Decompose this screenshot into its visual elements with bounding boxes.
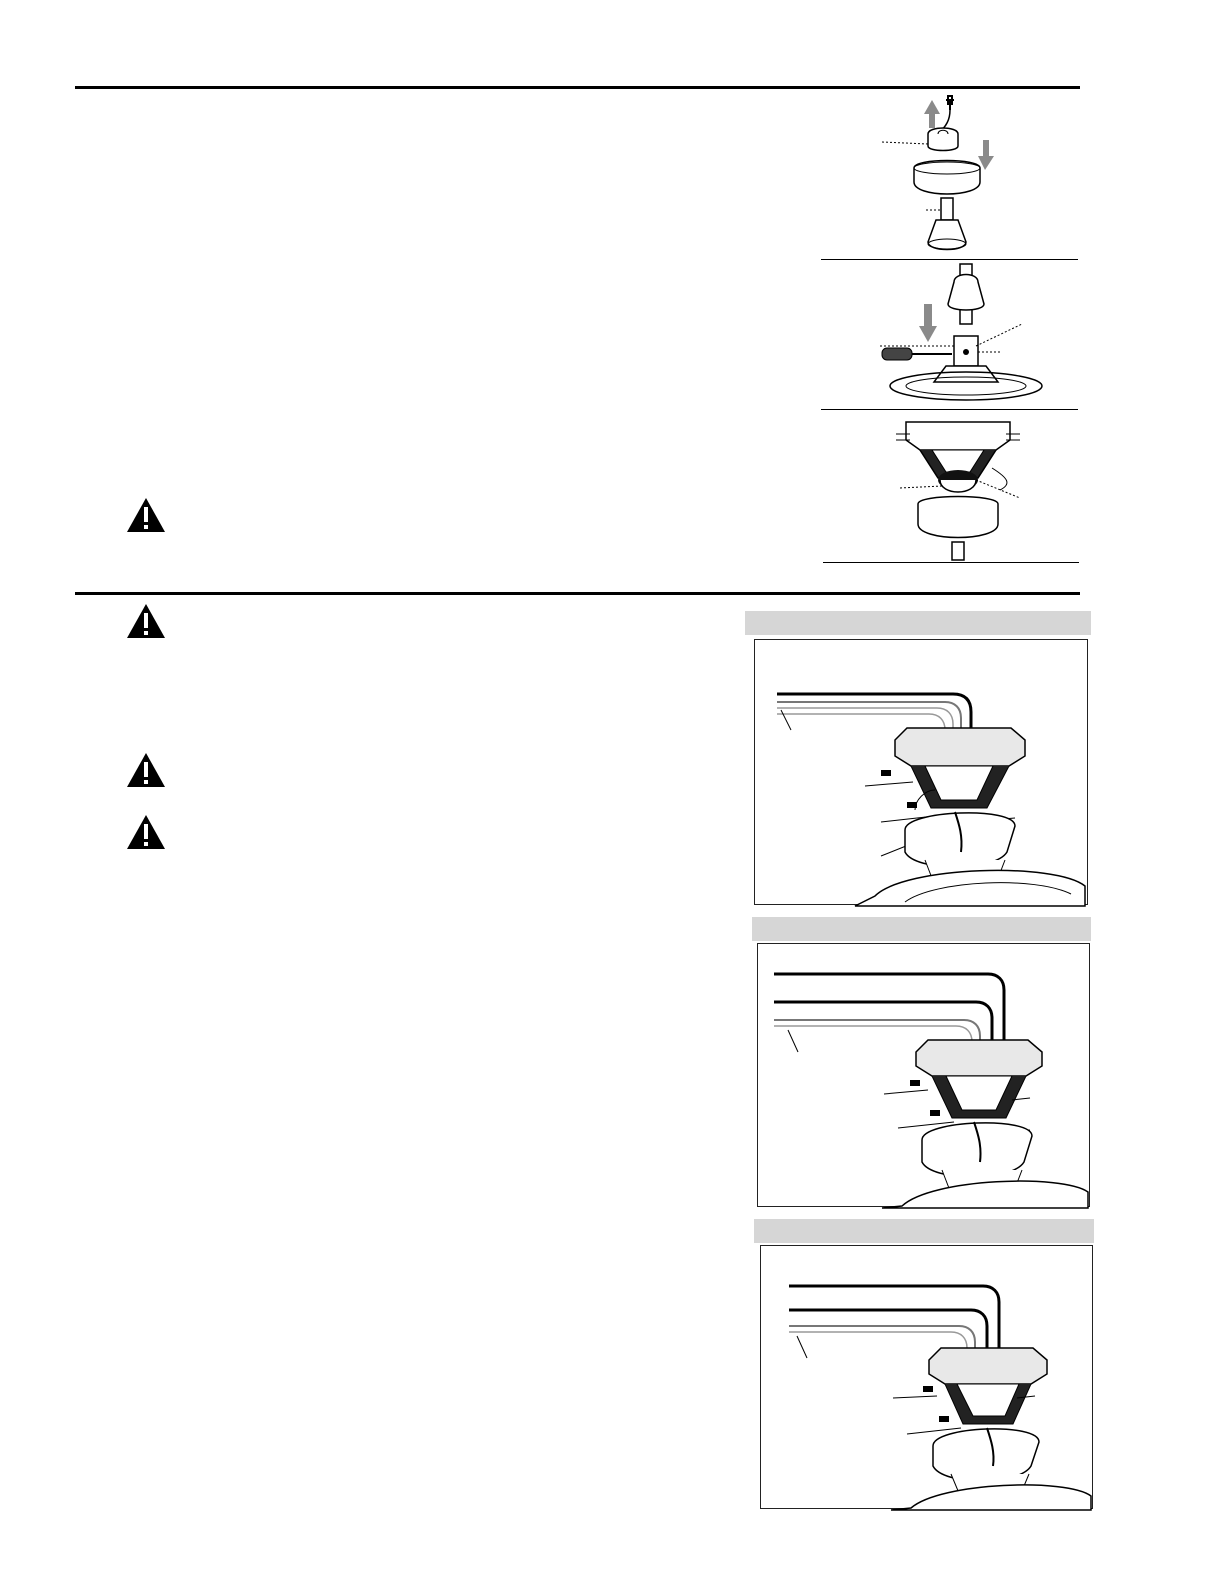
section-divider-top: [75, 86, 1080, 89]
figure-divider: [821, 409, 1078, 410]
figure-hanging-on-bracket: [892, 418, 1024, 560]
figure-downrod-removal: [870, 96, 1010, 260]
arrow-down-icon: [919, 304, 937, 342]
warning-icon: [126, 814, 166, 850]
warning-icon: [126, 752, 166, 788]
warning-icon: [126, 603, 166, 639]
warning-icon: [126, 497, 166, 533]
wiring-diagram-header: [754, 1219, 1094, 1243]
wiring-diagram-header: [752, 917, 1091, 941]
wiring-diagram-2: [757, 943, 1090, 1207]
figure-downrod-pin-install: [876, 264, 1076, 408]
wiring-diagram-3: [760, 1245, 1093, 1509]
wiring-diagram-1: [754, 639, 1088, 905]
figure-divider: [823, 562, 1079, 563]
figure-divider: [821, 259, 1078, 260]
wiring-diagram-header: [745, 611, 1091, 635]
arrow-up-icon: [924, 100, 940, 128]
arrow-down-icon: [978, 140, 994, 170]
section-divider-middle: [75, 592, 1080, 595]
